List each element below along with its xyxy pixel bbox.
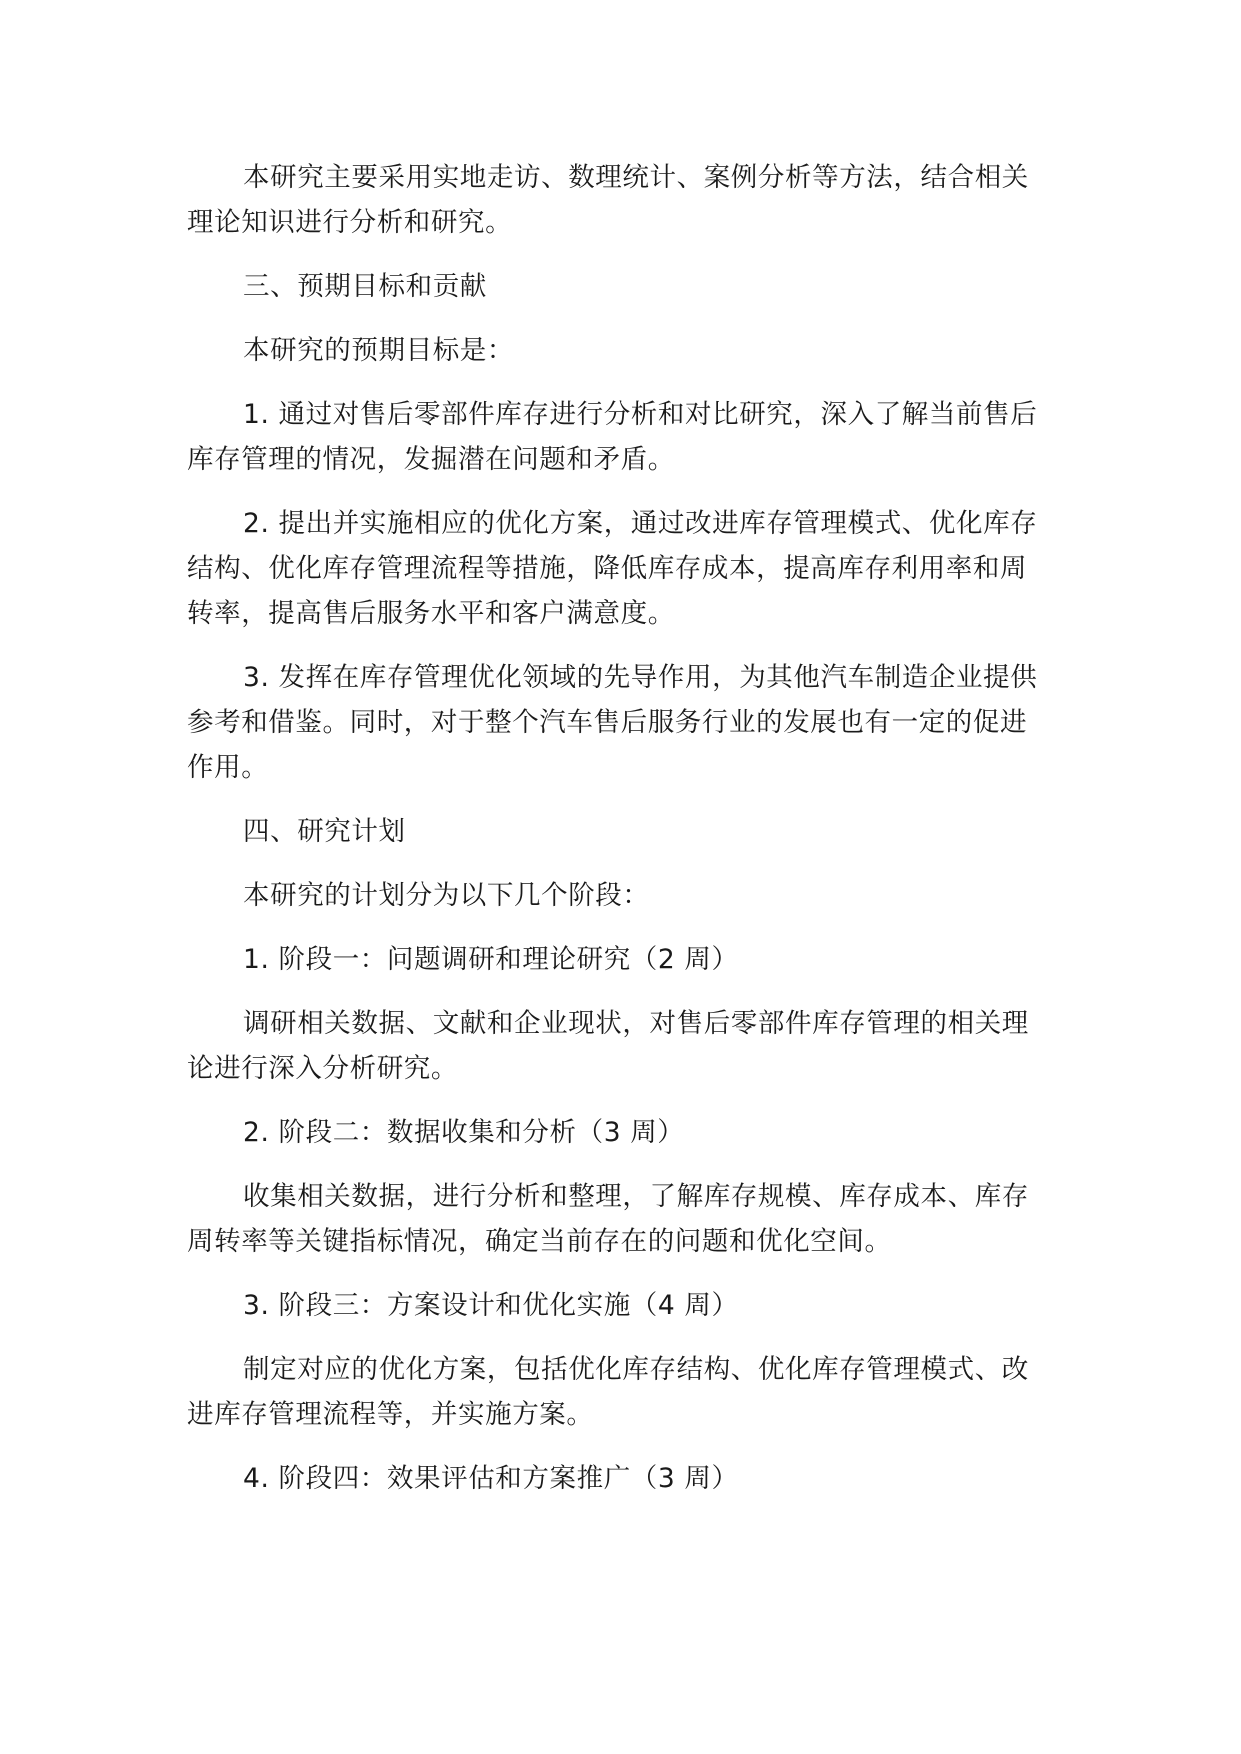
document-body bbox=[187, 155, 1049, 1520]
paragraph-plan-intro: 本研究的计划分为以下几个阶段： bbox=[243, 880, 650, 911]
list-item-stage-4: 4. 阶段四：效果评估和方案推广（3 周） bbox=[243, 1463, 739, 1494]
list-item-stage-1: 1. 阶段一：问题调研和理论研究（2 周） bbox=[243, 944, 739, 975]
list-item-stage-3: 3. 阶段三：方案设计和优化实施（4 周） bbox=[243, 1290, 739, 1321]
list-item-goal-1: 1. 通过对售后零部件库存进行分析和对比研究，深入了解当前售后库存管理的情况，发掘潜在问题和矛盾。 bbox=[187, 399, 1038, 475]
paragraph-stage-3-description: 制定对应的优化方案，包括优化库存结构、优化库存管理模式、改进库存管理流程等，并实施方案。 bbox=[187, 1354, 1029, 1430]
list-item-stage-2: 2. 阶段二：数据收集和分析（3 周） bbox=[243, 1117, 685, 1148]
paragraph-stage-2-description: 收集相关数据，进行分析和整理，了解库存规模、库存成本、库存周转率等关键指标情况，确定当前存在的问题和优化空间。 bbox=[187, 1181, 1029, 1257]
section-heading-research-plan: 四、研究计划 bbox=[243, 816, 406, 847]
list-item-goal-2: 2. 提出并实施相应的优化方案，通过改进库存管理模式、优化库存结构、优化库存管理流程等措施，降低库存成本，提高库存利用率和周转率，提高售后服务水平和客户满意度。 bbox=[187, 508, 1038, 629]
paragraph-stage-1-description: 调研相关数据、文献和企业现状，对售后零部件库存管理的相关理论进行深入分析研究。 bbox=[187, 1008, 1029, 1084]
section-heading-expected-goals: 三、预期目标和贡献 bbox=[243, 271, 487, 302]
list-item-goal-3: 3. 发挥在库存管理优化领域的先导作用，为其他汽车制造企业提供参考和借鉴。同时，对于整个汽车售后服务行业的发展也有一定的促进作用。 bbox=[187, 662, 1038, 783]
paragraph-research-methods: 本研究主要采用实地走访、数理统计、案例分析等方法，结合相关理论知识进行分析和研究。 bbox=[187, 162, 1029, 238]
paragraph-goals-intro: 本研究的预期目标是： bbox=[243, 335, 514, 366]
